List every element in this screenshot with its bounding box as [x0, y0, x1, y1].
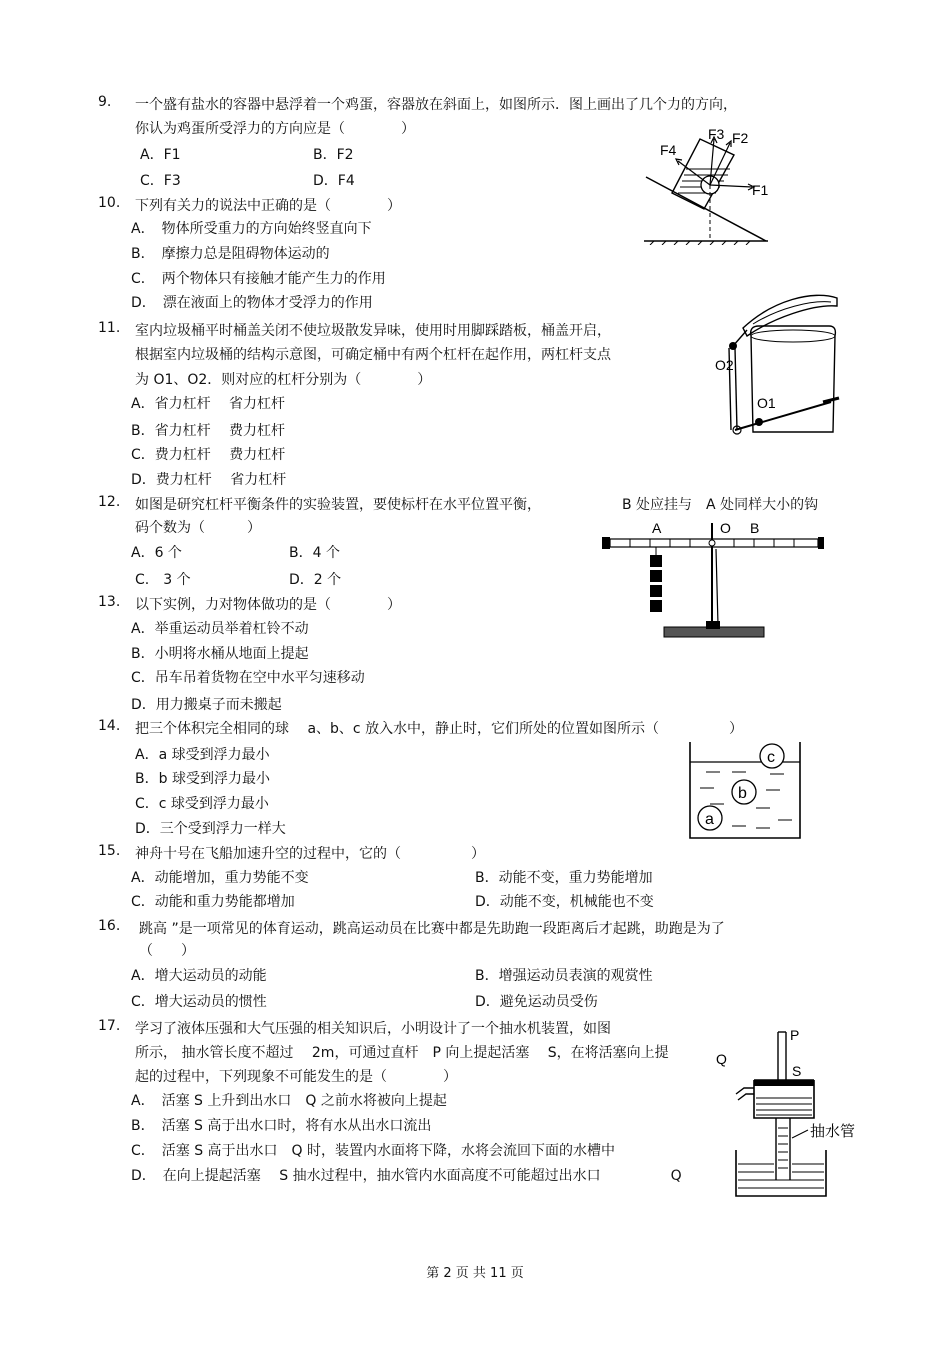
option: A．动能增加，重力势能不变	[131, 870, 309, 886]
point-label: O	[720, 520, 731, 536]
question-stem: 下列有关力的说法中正确的是（ ）	[135, 198, 401, 214]
pipe-label: 抽水管	[810, 1122, 856, 1140]
option: A．a 球受到浮力最小	[135, 747, 270, 763]
option: B．小明将水桶从地面上提起	[131, 646, 309, 662]
question-stem: 神舟十号在飞船加速升空的过程中，它的（ ）	[135, 846, 485, 862]
option: C. 3 个	[135, 572, 191, 588]
question-stem: 跳高 ”是一项常见的体育运动，跳高运动员在比赛中都是先助跑一段距离后才起跳，助跑是为了	[139, 921, 725, 937]
page-footer: 第 2 页 共 11 页	[426, 1266, 524, 1281]
option: D．费力杠杆 省力杠杆	[131, 472, 287, 488]
question-stem: 以下实例，力对物体做功的是（ ）	[135, 597, 401, 613]
question-stem: 起的过程中，下列现象不可能发生的是（ ）	[135, 1069, 457, 1085]
option: D． 在向上提起活塞 S 抽水过程中，抽水管内水面高度不可能超过出水口 Q	[131, 1168, 682, 1184]
question-stem: 一个盛有盐水的容器中悬浮着一个鸡蛋，容器放在斜面上，如图所示．图上画出了几个力的方向，	[135, 97, 737, 113]
question-number: 11.	[98, 320, 121, 336]
option: B．动能不变，重力势能增加	[475, 870, 653, 886]
option: C．c 球受到浮力最小	[135, 796, 269, 812]
option: B． 摩擦力总是阻碍物体运动的	[131, 246, 330, 262]
question-number: 17.	[98, 1018, 121, 1034]
option: A．举重运动员举着杠铃不动	[131, 621, 309, 637]
incline-egg-figure	[642, 125, 770, 245]
option: A．省力杠杆 省力杠杆	[131, 396, 286, 412]
option: A．F1	[140, 147, 181, 163]
question-number: 15.	[98, 843, 121, 859]
question-stem: 根据室内垃圾桶的结构示意图，可确定桶中有两个杠杆在起作用，两杠杆支点	[135, 347, 611, 363]
force-label: F4	[660, 142, 677, 158]
question-stem: 学习了液体压强和大气压强的相关知识后，小明设计了一个抽水机装置，如图	[135, 1021, 611, 1037]
question-stem: 码个数为（ ）	[135, 520, 261, 536]
question-stem: 所示， 抽水管长度不超过 2m，可通过直杆 P 向上提起活塞 S，在将活塞向上提	[135, 1045, 669, 1061]
option: B．省力杠杆 费力杠杆	[131, 423, 286, 439]
option: C．费力杠杆 费力杠杆	[131, 447, 286, 463]
pivot-label: O1	[757, 395, 776, 411]
question-stem: 把三个体积完全相同的球 a、b、c 放入水中，静止时，它们所处的位置如图所示（ ）	[135, 721, 744, 737]
option: B．F2	[313, 147, 354, 163]
question-number: 13.	[98, 594, 121, 610]
force-label: F2	[732, 130, 749, 146]
question-number: 9.	[98, 94, 112, 110]
trash-can-figure	[713, 290, 841, 438]
question-stem: 如图是研究杠杆平衡条件的实验装置，要使标杆在水平位置平衡，	[135, 497, 541, 513]
force-label: F3	[708, 126, 725, 142]
option: A．增大运动员的动能	[131, 968, 267, 984]
question-stem: 室内垃圾桶平时桶盖关闭不使垃圾散发异味，使用时用脚踩踏板，桶盖开启，	[135, 323, 611, 339]
question-stem: 你认为鸡蛋所受浮力的方向应是（ ）	[135, 121, 415, 137]
question-number: 14.	[98, 718, 121, 734]
ball-label: b	[738, 785, 747, 802]
point-label: B	[750, 520, 760, 536]
outlet-label: Q	[716, 1051, 727, 1067]
option: C．F3	[140, 173, 181, 189]
question-stem: （ ）	[139, 943, 195, 959]
option: D．2 个	[289, 572, 342, 588]
question-number: 10.	[98, 195, 121, 211]
option: C．吊车吊着货物在空中水平匀速移动	[131, 670, 365, 686]
piston-label: S	[792, 1063, 802, 1079]
question-number: 16.	[98, 918, 121, 934]
force-label: F1	[752, 182, 769, 198]
point-label: A	[652, 520, 662, 536]
ball-label: a	[705, 811, 714, 828]
option: D． 漂在液面上的物体才受浮力的作用	[131, 295, 373, 311]
option: D．动能不变，机械能也不变	[475, 894, 654, 910]
option: B．增强运动员表演的观赏性	[475, 968, 653, 984]
three-balls-figure	[686, 738, 804, 842]
rod-label: P	[790, 1027, 800, 1043]
option: C．动能和重力势能都增加	[131, 894, 295, 910]
question-stem: B 处应挂与 A 处同样大小的钩	[622, 497, 819, 513]
option: B．4 个	[289, 545, 340, 561]
option: C． 两个物体只有接触才能产生力的作用	[131, 271, 386, 287]
option: C． 活塞 S 高于出水口 Q 时，装置内水面将下降，水将会流回下面的水槽中	[131, 1143, 616, 1159]
water-pump-figure	[714, 1024, 862, 1200]
option: B． 活塞 S 高于出水口时，将有水从出水口流出	[131, 1118, 432, 1134]
option: D．避免运动员受伤	[475, 994, 598, 1010]
lever-balance-figure	[600, 513, 825, 643]
question-stem: 为 O1、O2．则对应的杠杆分别为（ ）	[135, 372, 432, 388]
option: D．三个受到浮力一样大	[135, 821, 286, 837]
option: B．b 球受到浮力最小	[135, 771, 270, 787]
option: D．F4	[313, 173, 355, 189]
option: A． 活塞 S 上升到出水口 Q 之前水将被向上提起	[131, 1093, 447, 1109]
option: A．6 个	[131, 545, 182, 561]
question-number: 12.	[98, 494, 121, 510]
option: D．用力搬桌子而未搬起	[131, 697, 282, 713]
pivot-label: O2	[715, 357, 734, 373]
ball-label: c	[767, 749, 775, 766]
option: C．增大运动员的惯性	[131, 994, 267, 1010]
option: A． 物体所受重力的方向始终竖直向下	[131, 221, 372, 237]
